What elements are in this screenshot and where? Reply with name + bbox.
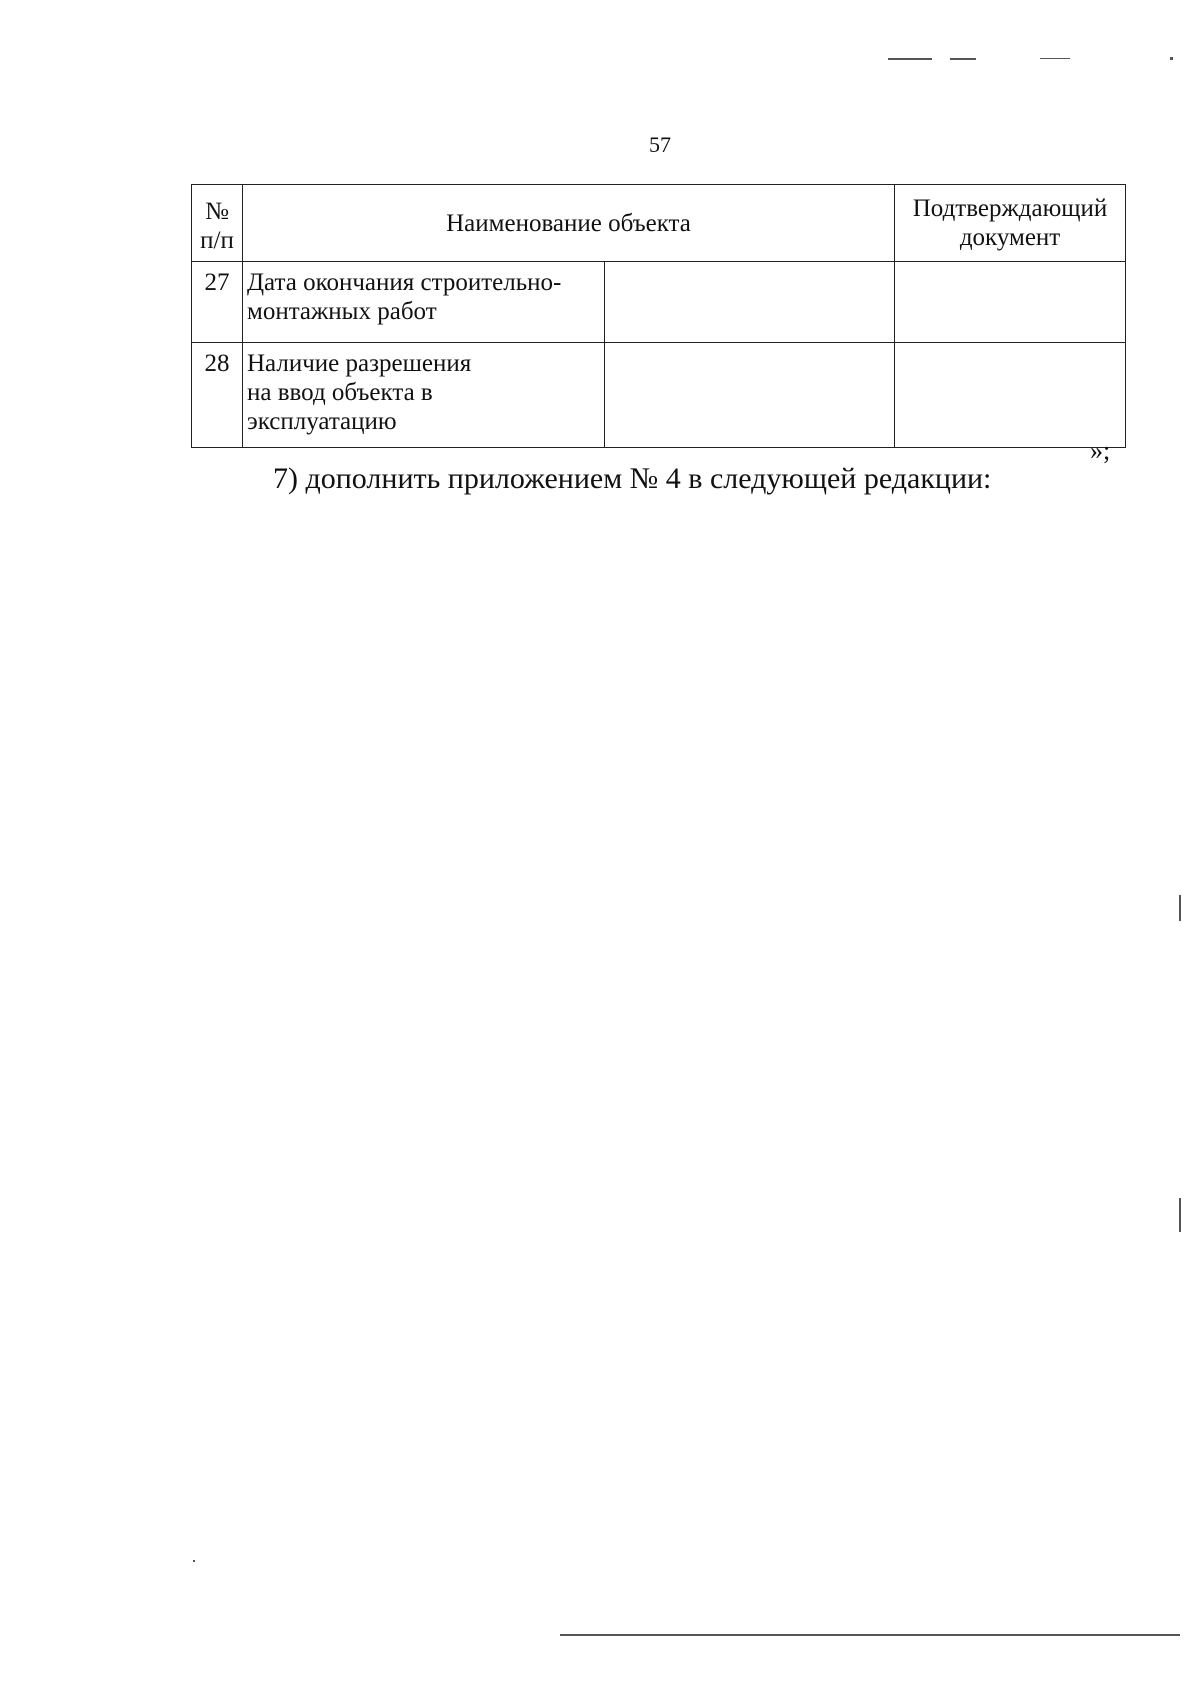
header-object-name-cell: [243, 185, 895, 262]
row-object-name: [243, 343, 605, 448]
page-number: 57: [649, 132, 671, 157]
row-object-name-line: на ввод объекта в: [247, 379, 433, 406]
table-row: [192, 343, 1126, 448]
scan-artifact: [1179, 895, 1181, 921]
scan-artifact: [193, 1560, 195, 1562]
table-header-row: [192, 185, 1126, 262]
row-value-cell: [605, 262, 895, 343]
header-object-name: Наименование объекта: [446, 209, 691, 237]
header-document-line-1: Подтверждающий: [912, 195, 1108, 222]
row-value-cell: [605, 343, 895, 448]
scan-artifact: [950, 58, 976, 60]
header-number-symbol: №: [205, 198, 229, 225]
header-number-abbr: п/п: [200, 227, 234, 254]
scan-artifact: [1170, 57, 1173, 60]
header-document-line-2: документ: [959, 224, 1061, 251]
row-object-name-line: монтажных работ: [247, 298, 437, 325]
row-number: 28: [192, 343, 243, 448]
closing-quote: »;: [1090, 436, 1111, 465]
header-document-cell: [895, 185, 1126, 262]
row-number: 27: [192, 262, 243, 343]
row-document-cell: [895, 262, 1126, 343]
row-object-name-line: эксплуатацию: [247, 408, 397, 435]
table-row: [192, 262, 1126, 343]
row-document-cell: [895, 343, 1126, 448]
header-number-cell: [192, 185, 243, 262]
amendment-paragraph: 7) дополнить приложением № 4 в следующей редакции:: [273, 462, 992, 495]
row-object-name-line: Дата окончания строительно-: [247, 269, 562, 296]
scan-artifact-line: [560, 1634, 1180, 1636]
object-table: [191, 184, 1126, 448]
scan-artifact: [888, 58, 932, 60]
scan-artifact: [1179, 1198, 1181, 1232]
scan-artifact: [1040, 58, 1070, 59]
row-object-name: [243, 262, 605, 343]
row-object-name-line: Наличие разрешения: [247, 350, 472, 377]
